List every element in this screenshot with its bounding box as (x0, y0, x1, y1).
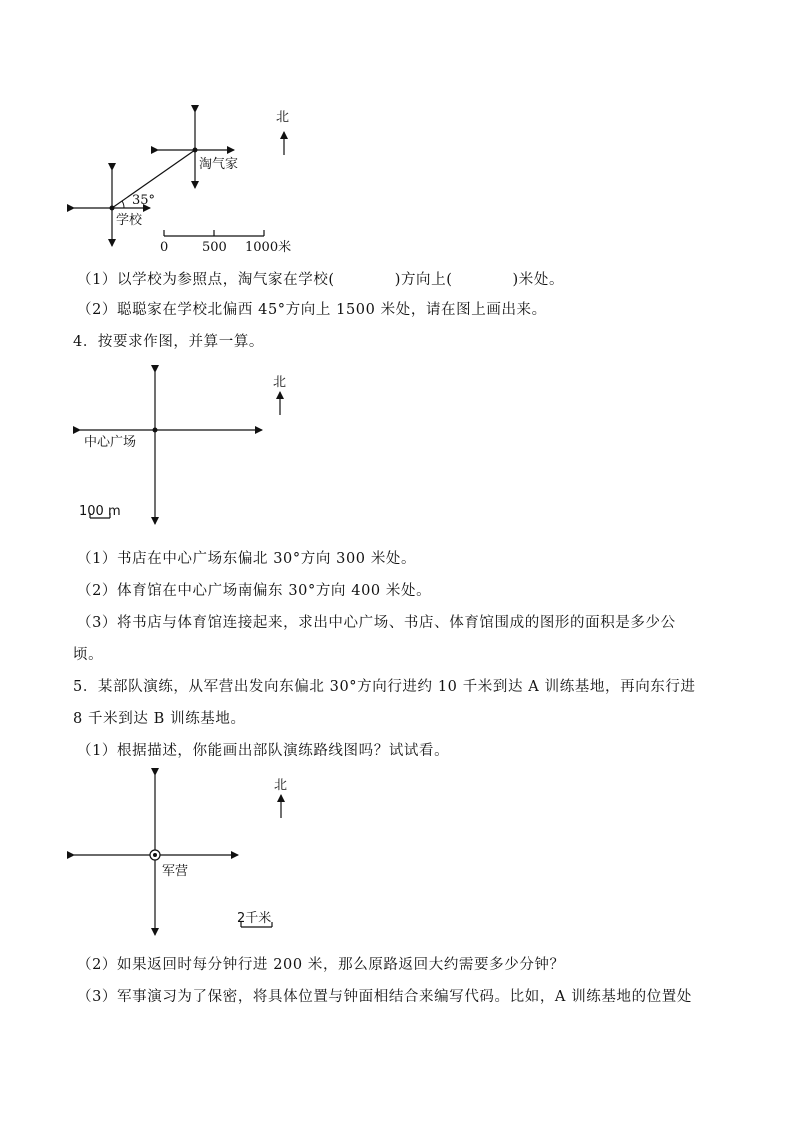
north-label-3: 北 (274, 778, 288, 793)
center-plaza-label: 中心广场 (84, 435, 137, 450)
q5-title-line1: 5．某部队演练，从军营出发向东偏北 30°方向行进约 10 千米到达 A 训练基地，再向东行进 (73, 679, 696, 695)
q5-title-line2: 8 千米到达 B 训练基地。 (73, 711, 246, 727)
q5-part2: （2）如果返回时每分钟行进 200 米，那么原路返回大约需要多少分钟？ (77, 957, 565, 973)
q5-part1: （1）根据描述，你能画出部队演练路线图吗？试试看。 (77, 743, 450, 759)
scale-100m: 100 m (79, 504, 121, 519)
school-label: 学校 (116, 213, 143, 228)
taoqi-home-label: 淘气家 (199, 157, 239, 172)
q4-part2: （2）体育馆在中心广场南偏东 30°方向 400 米处。 (77, 583, 432, 599)
q4-part3-line1: （3）将书店与体育馆连接起来，求出中心广场、书店、体育馆围成的图形的面积是多少公 (77, 615, 676, 631)
q5-part3: （3）军事演习为了保密，将具体位置与钟面相结合来编写代码。比如，A 训练基地的位置处 (77, 989, 693, 1005)
q4-part1: （1）书店在中心广场东偏北 30°方向 300 米处。 (77, 551, 417, 567)
camp-label: 军营 (162, 864, 189, 879)
scale-tick-0: 0 (160, 240, 169, 255)
q4-title: 4．按要求作图，并算一算。 (73, 334, 265, 350)
north-label-2: 北 (273, 375, 287, 390)
scale-tick-1000: 1000米 (245, 240, 292, 255)
q4-part3-line2: 顷。 (73, 647, 104, 663)
q3-part2: （2）聪聪家在学校北偏西 45°方向上 1500 米处，请在图上画出来。 (77, 302, 547, 318)
q3-part1: （1）以学校为参照点，淘气家在学校( )方向上( )米处。 (77, 272, 565, 288)
angle-label: 35° (132, 193, 156, 208)
scale-tick-500: 500 (202, 240, 227, 255)
scale-2km: 2千米 (237, 911, 272, 926)
north-label: 北 (276, 110, 290, 125)
